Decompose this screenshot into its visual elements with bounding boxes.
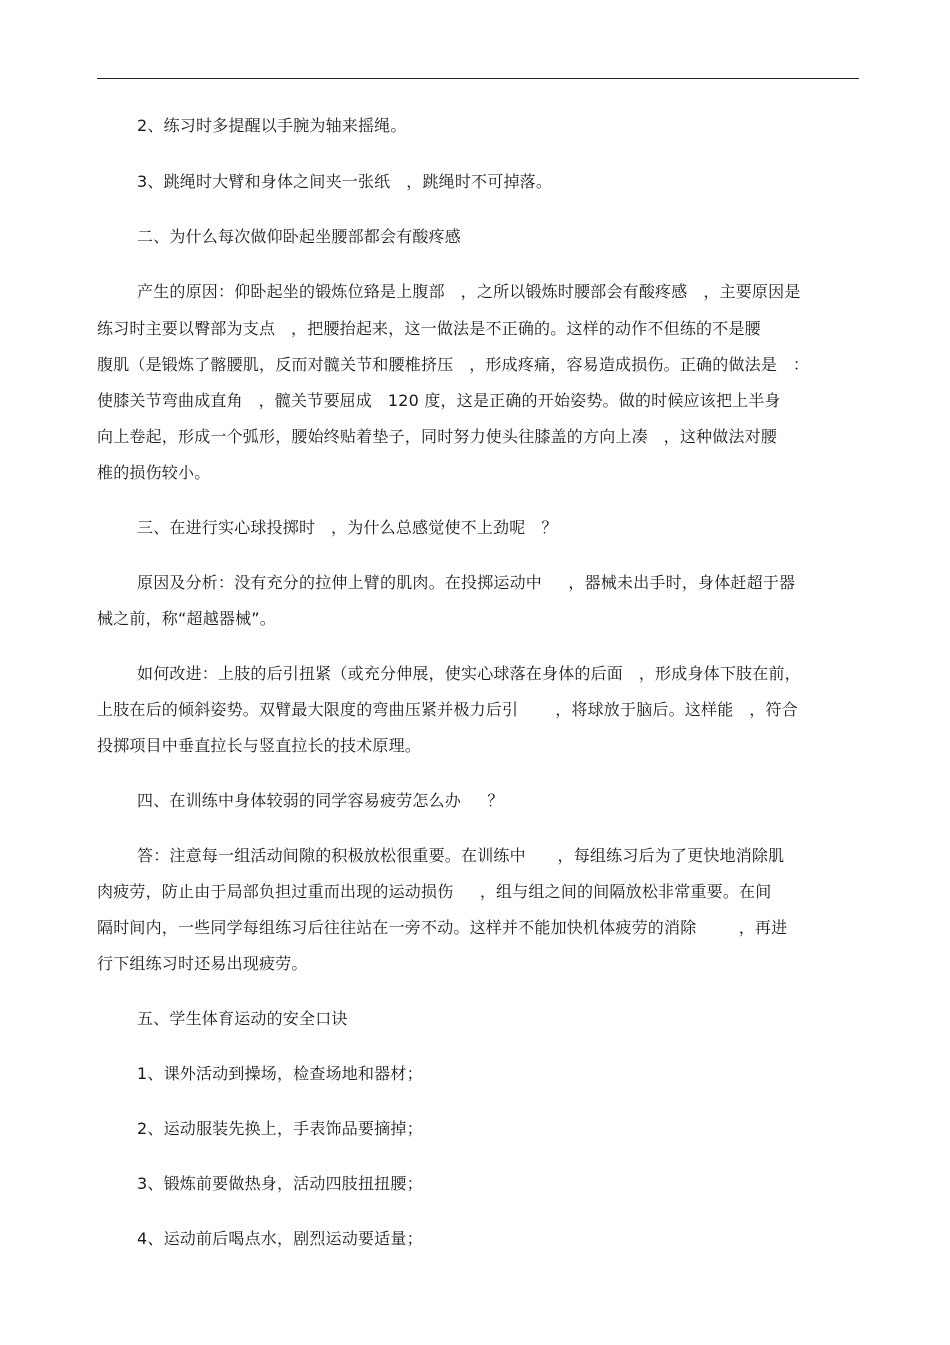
section-heading-2: 二、为什么每次做仰卧起坐腰部都会有酸疼感 — [137, 227, 462, 246]
paragraph-line: 使膝关节弯曲成直角 ，髋关节要屈成 120 度，这是正确的开始姿势。做的时候应该把上半身 — [97, 391, 781, 410]
list-item-2: 2、运动服装先换上，手表饰品要摘掉； — [137, 1119, 423, 1138]
paragraph-line: 上肢在后的倾斜姿势。双臂最大限度的弯曲压紧并极力后引 ，将球放于脑后。这样能 ，符合 — [97, 700, 798, 719]
list-item-2: 2、练习时多提醒以手腕为轴来摇绳。 — [137, 116, 407, 135]
paragraph-line: 行下组练习时还易出现疲劳。 — [97, 954, 308, 973]
section-heading-4: 四、在训练中身体较弱的同学容易疲劳怎么办 ？ — [137, 791, 504, 810]
paragraph-line: 椎的损伤较小。 — [97, 463, 211, 482]
paragraph-line: 械之前，称“超越器械”。 — [97, 609, 276, 628]
list-item-1: 1、课外活动到操场，检查场地和器材； — [137, 1064, 423, 1083]
paragraph-line: 腹肌（是锻炼了髂腰肌，反而对髋关节和腰椎挤压 ，形成疼痛，容易造成损伤。正确的做法是 ： — [97, 355, 810, 374]
paragraph-line: 答：注意每一组活动间隙的积极放松很重要。在训练中 ，每组练习后为了更快地消除肌 — [137, 846, 785, 865]
paragraph-line: 向上卷起，形成一个弧形，腰始终贴着垫子，同时努力使头往膝盖的方向上凑 ，这种做法对腰 — [97, 427, 778, 446]
paragraph-line: 投掷项目中垂直拉长与竖直拉长的技术原理。 — [97, 736, 422, 755]
paragraph-line: 产生的原因：仰卧起坐的锻炼位臵是上腹部 ，之所以锻炼时腰部会有酸疼感 ，主要原因是 — [137, 282, 801, 301]
header-rule — [97, 78, 859, 79]
paragraph-line: 原因及分析：没有充分的拉伸上臂的肌肉。在投掷运动中 ，器械未出手时，身体赶超于器 — [137, 573, 796, 592]
list-item-3: 3、跳绳时大臂和身体之间夹一张纸 ，跳绳时不可掉落。 — [137, 172, 553, 191]
list-item-3: 3、锻炼前要做热身，活动四肢扭扭腰； — [137, 1174, 423, 1193]
paragraph-line: 练习时主要以臀部为支点 ，把腰抬起来，这一做法是不正确的。这样的动作不但练的不是腰 — [97, 319, 761, 338]
paragraph-line: 如何改进：上肢的后引扭紧（或充分伸展，使实心球落在身体的后面 ，形成身体下肢在前， — [137, 664, 801, 683]
paragraph-line: 肉疲劳，防止由于局部负担过重而出现的运动损伤 ，组与组之间的间隔放松非常重要。在间 — [97, 882, 772, 901]
section-heading-3: 三、在进行实心球投掷时 ，为什么总感觉使不上劲呢 ？ — [137, 518, 558, 537]
section-heading-5: 五、学生体育运动的安全口诀 — [137, 1009, 348, 1028]
paragraph-line: 隔时间内，一些同学每组练习后往往站在一旁不动。这样并不能加快机体疲劳的消除 ，再进 — [97, 918, 788, 937]
list-item-4: 4、运动前后喝点水，剧烈运动要适量； — [137, 1229, 423, 1248]
